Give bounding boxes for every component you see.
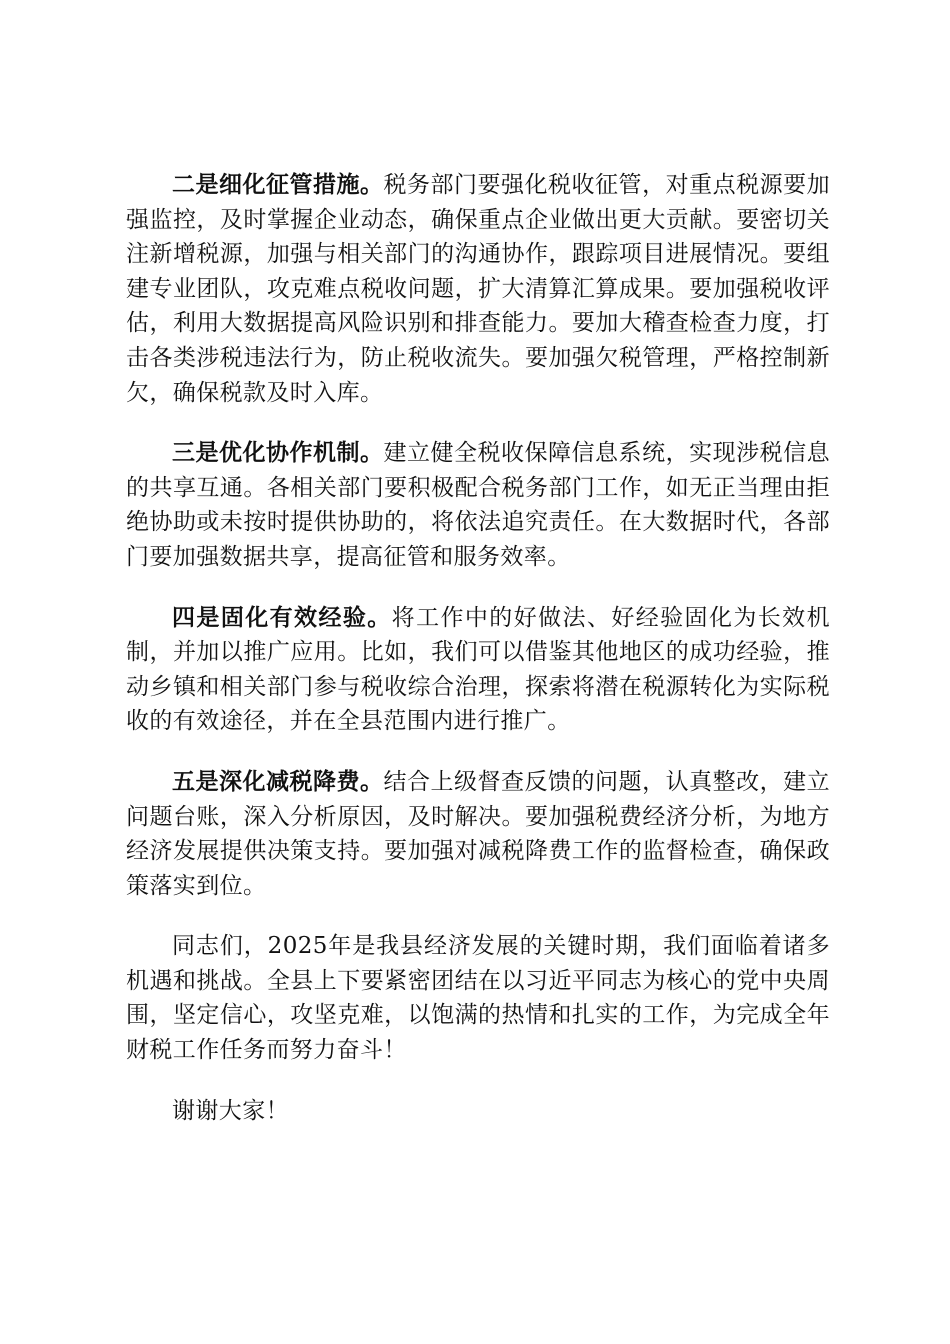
section-heading-3: 三是优化协作机制。 [172,440,384,467]
section-paragraph-4 [126,601,830,739]
section-paragraph-2 [126,168,830,410]
section-text-5: 结合上级督查反馈的问题，认真整改，建立问题台账，深入分析原因，及时解决。要加强税费经济分析，为地方经济发展提供决策支持。要加强对减税降费工作的监督检查，确保政策落实到位。 [126,768,830,899]
section-heading-2: 二是细化征管措施。 [172,172,384,198]
section-heading-4: 四是固化有效经验。 [172,604,392,631]
section-text-4: 将工作中的好做法、好经验固化为长效机制，并加以推广应用。比如，我们可以借鉴其他地区的成功经验，推动乡镇和相关部门参与税收综合治理，探索将潜在税源转化为实际税收的有效途径，并在全县范围内进行推广。 [126,604,830,735]
section-text-3: 建立健全税收保障信息系统，实现涉税信息的共享互通。各相关部门要积极配合税务部门工作，如无正当理由拒绝协助或未按时提供协助的，将依法追究责任。在大数据时代，各部门要加强数据共享，提高征管和服务效率。 [126,440,830,570]
section-paragraph-5 [126,765,830,903]
document-body [126,168,830,1154]
section-paragraph-3 [126,436,830,574]
closing-paragraph: 同志们，2025年是我县经济发展的关键时期，我们面临着诸多机遇和挑战。全县上下要紧密团结在以习近平同志为核心的党中央周围，坚定信心，攻坚克难，以饱满的热情和扎实的工作，为完成全年财税工作任务而努力奋斗！ [126,933,830,1064]
section-heading-5: 五是深化减税降费。 [172,768,384,795]
thanks-line: 谢谢大家！ [172,1097,289,1124]
section-text-2: 税务部门要强化税收征管，对重点税源要加强监控，及时掌握企业动态，确保重点企业做出更大贡献。要密切关注新增税源，加强与相关部门的沟通协作，跟踪项目进展情况。要组建专业团队，攻克难点税收问题，扩大清算汇算成果。要加强税收评估，利用大数据提高风险识别和排查能力。要加大稽查检查力度，打击各类涉税违法行为，防止税收流失。要加强欠税管理，严格控制新欠，确保税款及时入库。 [126,172,830,406]
